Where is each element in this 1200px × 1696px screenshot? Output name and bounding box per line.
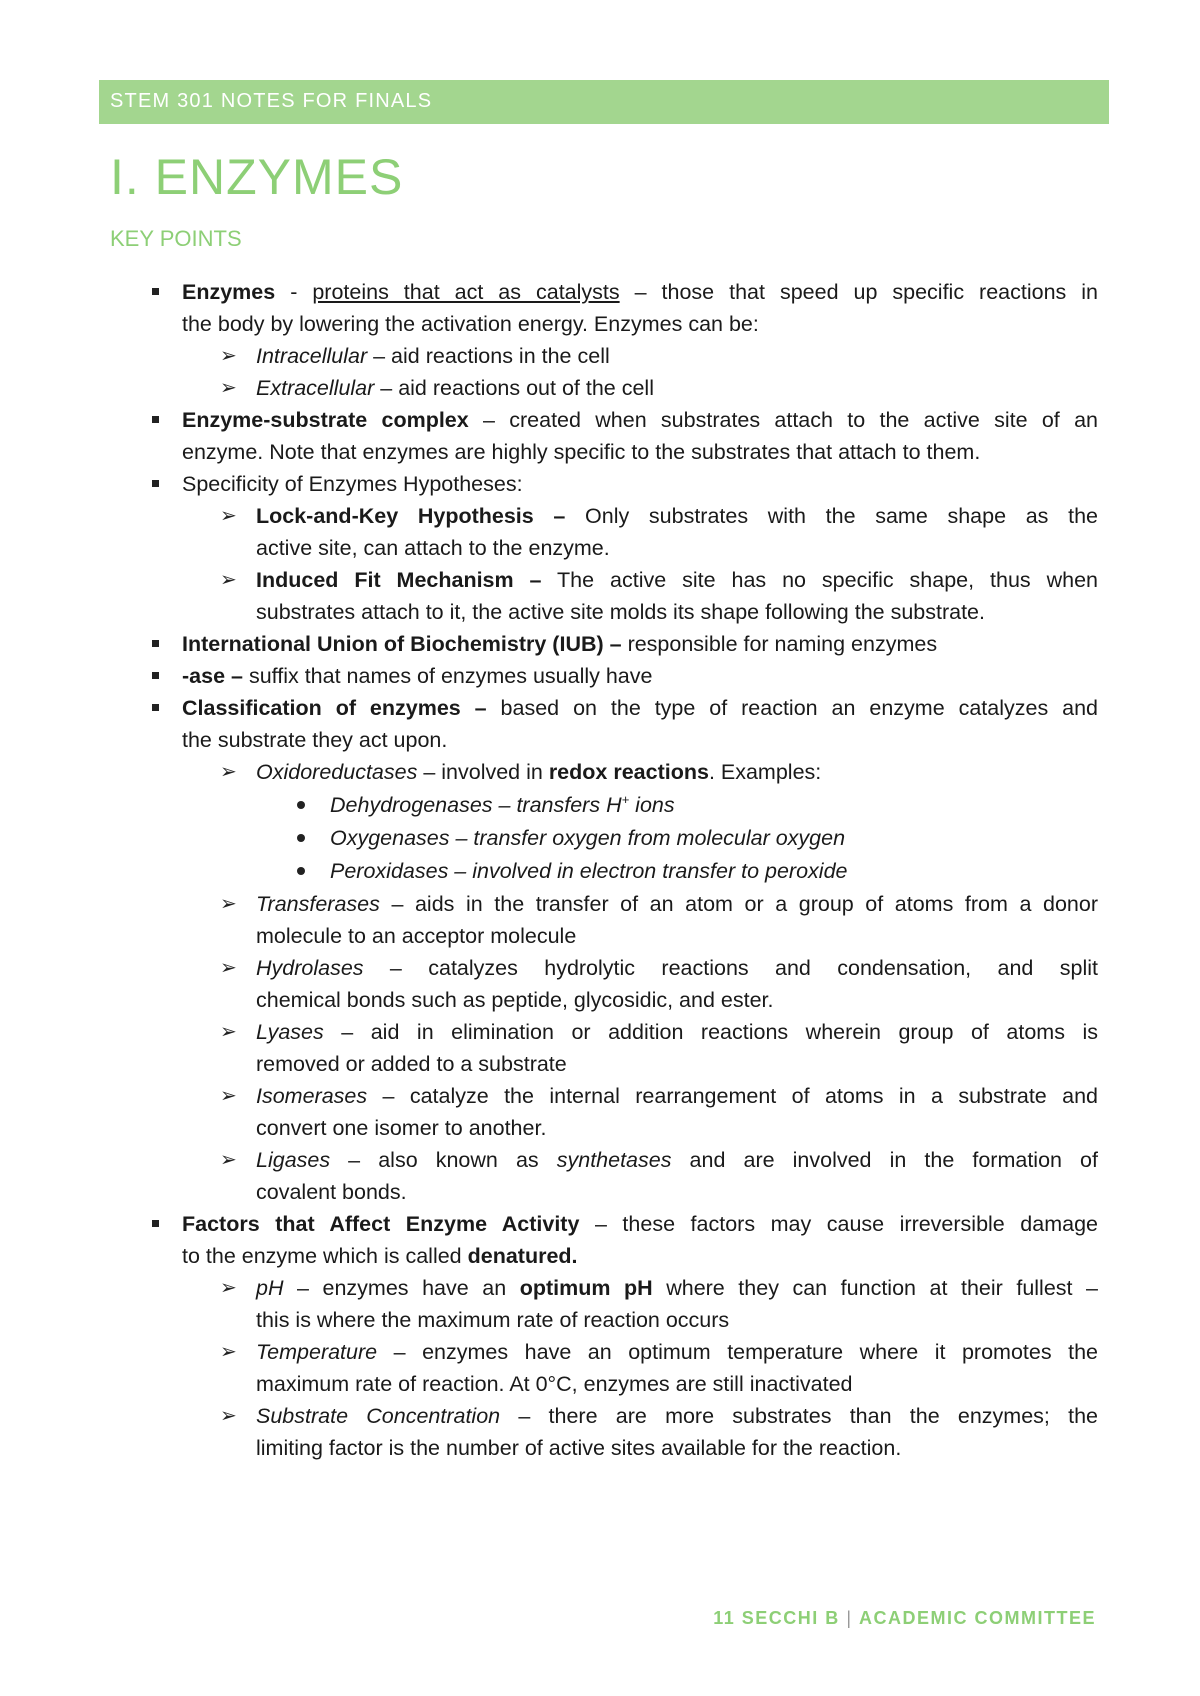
list-subitem-text: substrates attach to it, the active site molds its shape following the substrate. xyxy=(256,600,985,624)
arrow-bullet-icon: ➢ xyxy=(220,1341,237,1363)
list-subitem-induced-fit: Induced Fit Mechanism – The active site has no specific shape, thus when xyxy=(256,568,1098,592)
list-subitem-text: chemical bonds such as peptide, glycosidic, and ester. xyxy=(256,988,774,1012)
arrow-bullet-icon: ➢ xyxy=(220,761,237,783)
list-item-ase: -ase – suffix that names of enzymes usually have xyxy=(182,664,653,688)
arrow-bullet-icon: ➢ xyxy=(220,377,237,399)
list-subitem-text: active site, can attach to the enzyme. xyxy=(256,536,610,560)
list-subitem-text: removed or added to a substrate xyxy=(256,1052,567,1076)
square-bullet-icon xyxy=(152,480,159,487)
square-bullet-icon xyxy=(152,416,159,423)
arrow-bullet-icon: ➢ xyxy=(220,1149,237,1171)
list-subsubitem-dehydrogenases: Dehydrogenases – transfers H+ ions xyxy=(330,791,675,817)
square-bullet-icon xyxy=(152,288,159,295)
list-item-text: the substrate they act upon. xyxy=(182,728,448,752)
list-subitem-transferases: Transferases – aids in the transfer of an atom or a group of atoms from a donor xyxy=(256,892,1098,916)
arrow-bullet-icon: ➢ xyxy=(220,957,237,979)
list-subitem-extracellular: Extracellular – aid reactions out of the cell xyxy=(256,376,654,400)
arrow-bullet-icon: ➢ xyxy=(220,345,237,367)
round-bullet-icon xyxy=(297,801,305,809)
arrow-bullet-icon: ➢ xyxy=(220,1021,237,1043)
list-subitem-hydrolases: Hydrolases – catalyzes hydrolytic reactions and condensation, and split xyxy=(256,956,1098,980)
list-item-enzyme-substrate-complex: Enzyme-substrate complex – created when substrates attach to the active site of an xyxy=(182,408,1098,432)
list-subitem-isomerases: Isomerases – catalyze the internal rearrangement of atoms in a substrate and xyxy=(256,1084,1098,1108)
list-subitem-ph: pH – enzymes have an optimum pH where they can function at their fullest – xyxy=(256,1276,1098,1300)
list-item-specificity: Specificity of Enzymes Hypotheses: xyxy=(182,472,523,496)
list-item-enzymes: Enzymes - proteins that act as catalysts – those that speed up specific reactions in xyxy=(182,280,1099,304)
arrow-bullet-icon: ➢ xyxy=(220,893,237,915)
list-subitem-lyases: Lyases – aid in elimination or addition reactions wherein group of atoms is xyxy=(256,1020,1098,1044)
square-bullet-icon xyxy=(152,640,159,647)
list-item-text: to the enzyme which is called denatured. xyxy=(182,1244,578,1268)
list-subitem-ligases: Ligases – also known as synthetases and are involved in the formation of xyxy=(256,1148,1098,1172)
square-bullet-icon xyxy=(152,704,159,711)
square-bullet-icon xyxy=(152,1220,159,1227)
footer-separator: | xyxy=(839,1608,859,1628)
list-subitem-lock-and-key: Lock-and-Key Hypothesis – Only substrates with the same shape as the xyxy=(256,504,1098,528)
list-subitem-temperature: Temperature – enzymes have an optimum temperature where it promotes the xyxy=(256,1340,1098,1364)
square-bullet-icon xyxy=(152,672,159,679)
footer-page-label: 11 SECCHI B xyxy=(713,1608,840,1628)
list-subitem-text: limiting factor is the number of active sites available for the reaction. xyxy=(256,1436,902,1460)
list-subitem-text: maximum rate of reaction. At 0°C, enzymes are still inactivated xyxy=(256,1372,853,1396)
list-item-iub: International Union of Biochemistry (IUB) – responsible for naming enzymes xyxy=(182,632,938,656)
list-subitem-intracellular: Intracellular – aid reactions in the cell xyxy=(256,344,610,368)
list-item-text: the body by lowering the activation energy. Enzymes can be: xyxy=(182,312,759,336)
header-title: STEM 301 NOTES FOR FINALS xyxy=(110,90,433,112)
list-item-text: enzyme. Note that enzymes are highly specific to the substrates that attach to them. xyxy=(182,440,981,464)
round-bullet-icon xyxy=(297,867,305,875)
footer-committee-label: ACADEMIC COMMITTEE xyxy=(859,1608,1096,1628)
arrow-bullet-icon: ➢ xyxy=(220,1277,237,1299)
page-footer xyxy=(713,1608,1096,1629)
round-bullet-icon xyxy=(297,834,305,842)
list-subitem-substrate-concentration: Substrate Concentration – there are more substrates than the enzymes; the xyxy=(256,1404,1098,1428)
list-item-factors: Factors that Affect Enzyme Activity – these factors may cause irreversible damage xyxy=(182,1212,1098,1236)
arrow-bullet-icon: ➢ xyxy=(220,569,237,591)
arrow-bullet-icon: ➢ xyxy=(220,1405,237,1427)
section-subtitle: KEY POINTS xyxy=(110,226,242,251)
list-subitem-text: convert one isomer to another. xyxy=(256,1116,547,1140)
list-subsubitem-oxygenases: Oxygenases – transfer oxygen from molecular oxygen xyxy=(330,826,846,850)
list-subsubitem-peroxidases: Peroxidases – involved in electron transfer to peroxide xyxy=(330,859,848,883)
arrow-bullet-icon: ➢ xyxy=(220,1085,237,1107)
arrow-bullet-icon: ➢ xyxy=(220,505,237,527)
list-subitem-oxidoreductases: Oxidoreductases – involved in redox reactions. Examples: xyxy=(256,760,822,784)
list-subitem-text: molecule to an acceptor molecule xyxy=(256,924,577,948)
list-subitem-text: covalent bonds. xyxy=(256,1180,407,1204)
list-subitem-text: this is where the maximum rate of reaction occurs xyxy=(256,1308,730,1332)
list-item-classification: Classification of enzymes – based on the type of reaction an enzyme catalyzes and xyxy=(182,696,1098,720)
page-title: I. ENZYMES xyxy=(110,149,404,205)
